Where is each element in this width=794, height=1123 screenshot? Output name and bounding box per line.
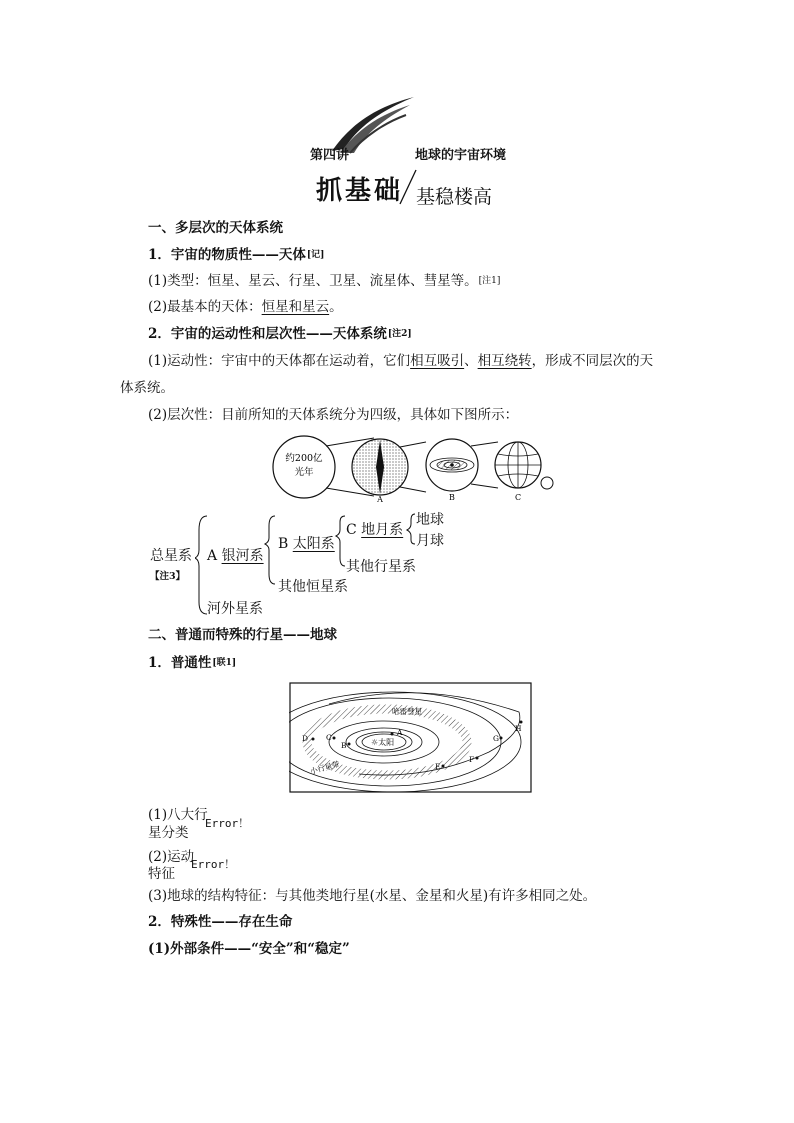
subheading-common-text: 1．普通性 (148, 655, 212, 671)
planet-g: G (493, 734, 499, 743)
tree-c-name: 地月系 (361, 522, 404, 538)
level-line: (2)层次性：目前所知的天体系统分为四级，具体如下图所示： (148, 407, 519, 423)
planet-class-label-a: (1)八大行 (148, 807, 208, 823)
note-tag: [注1] (478, 276, 501, 286)
note-tag: [联1] (212, 658, 237, 668)
special-title: 2．特殊性——存在生命 (148, 914, 293, 930)
note-tag: [注2] (387, 329, 412, 339)
section-heading-2: 二、普通而特殊的行星——地球 (148, 627, 337, 643)
basic-prefix: (2)最基本的天体： (148, 299, 262, 315)
motion-a: (1)运动性：宇宙中的天体都在运动着，它们 (148, 353, 411, 369)
planet-c: C (326, 733, 332, 742)
tree-other-planets: 其他行星系 (346, 559, 416, 575)
tree-a (207, 546, 264, 566)
sun-icon: ☼ (371, 738, 379, 747)
subheading-matter-text: 1．宇宙的物质性——天体 (148, 247, 306, 263)
planet-e: E (435, 762, 441, 771)
sun-text: 太阳 (378, 738, 395, 747)
planet-d: D (302, 734, 309, 743)
planet-f: F (469, 755, 475, 764)
tree-other-stars: 其他恒星系 (278, 579, 348, 595)
tree-root: 总星系 (150, 548, 192, 564)
banner-divider (398, 168, 418, 206)
motion-label-b: 特征 (148, 866, 175, 882)
motion-label-a: (2)运动 (148, 849, 195, 865)
tree-b (278, 534, 335, 554)
motion-line-2: 体系统。 (120, 380, 174, 396)
label-c: C (514, 493, 522, 502)
motion-u2: 相互绕转 (477, 353, 532, 369)
tree-moon: 月球 (416, 533, 444, 549)
motion-u1: 相互吸引 (410, 353, 465, 369)
note-tag: [记] (306, 250, 325, 260)
planet-a: A (397, 728, 403, 737)
label-a: A (377, 495, 383, 504)
sun-label (371, 737, 394, 747)
subheading-motion (148, 324, 412, 344)
system-hierarchy-figure (266, 434, 566, 506)
basic-end: 。 (329, 299, 343, 315)
structure-line: (3)地球的结构特征：与其他类地行星(水星、金星和火星)有许多相同之处。 (148, 888, 597, 904)
banner-main: 抓基础 (316, 176, 404, 206)
types-line (148, 271, 500, 291)
tree-b-name: 太阳系 (292, 536, 335, 552)
tree-earth: 地球 (416, 512, 444, 528)
tree-c (346, 520, 403, 540)
tree-a-letter: A (207, 548, 218, 564)
subheading-motion-text: 2．宇宙的运动性和层次性——天体系统 (148, 326, 387, 342)
tree-b-letter: B (278, 536, 289, 552)
tree-a-name: 银河系 (221, 548, 264, 564)
section-heading-1: 一、多层次的天体系统 (148, 220, 283, 236)
error-text-1: Error！ (205, 817, 250, 830)
banner-sub: 基稳楼高 (416, 186, 493, 208)
planet-b: B (341, 741, 347, 750)
types-prefix: (1)类型： (148, 273, 208, 289)
planet-h: H (515, 724, 522, 733)
moon-icon (541, 477, 553, 489)
tree-external: 河外星系 (207, 601, 263, 617)
lesson-title: 第四讲 (310, 148, 350, 163)
error-text-2: Error！ (191, 858, 236, 871)
basic-line (148, 297, 343, 317)
subheading-matter (148, 245, 324, 265)
universe-text-1: 约200亿 (285, 453, 323, 464)
motion-sep: 、 (464, 353, 478, 369)
universe-text-2: 光年 (294, 467, 314, 478)
external-conditions: (1)外部条件——“安全”和“稳定” (148, 941, 350, 957)
comet-label: 哈雷彗星 (392, 707, 422, 716)
types-list: 恒星、星云、行星、卫星、流星体、彗星等。 (207, 273, 478, 289)
label-b: B (449, 493, 455, 502)
basic-value: 恒星和星云 (261, 299, 330, 315)
solar-orbit-figure (289, 682, 533, 794)
subheading-common (148, 653, 236, 673)
planet-class-label-b: 星分类 (148, 825, 189, 841)
topic-title: 地球的宇宙环境 (415, 148, 507, 163)
tree-c-letter: C (346, 522, 357, 538)
tree-root-note: 【注3】 (150, 571, 186, 582)
motion-b: ，形成不同层次的天 (531, 353, 654, 369)
motion-line-1 (148, 351, 653, 371)
asteroid-label: 小行星带 (309, 759, 341, 776)
